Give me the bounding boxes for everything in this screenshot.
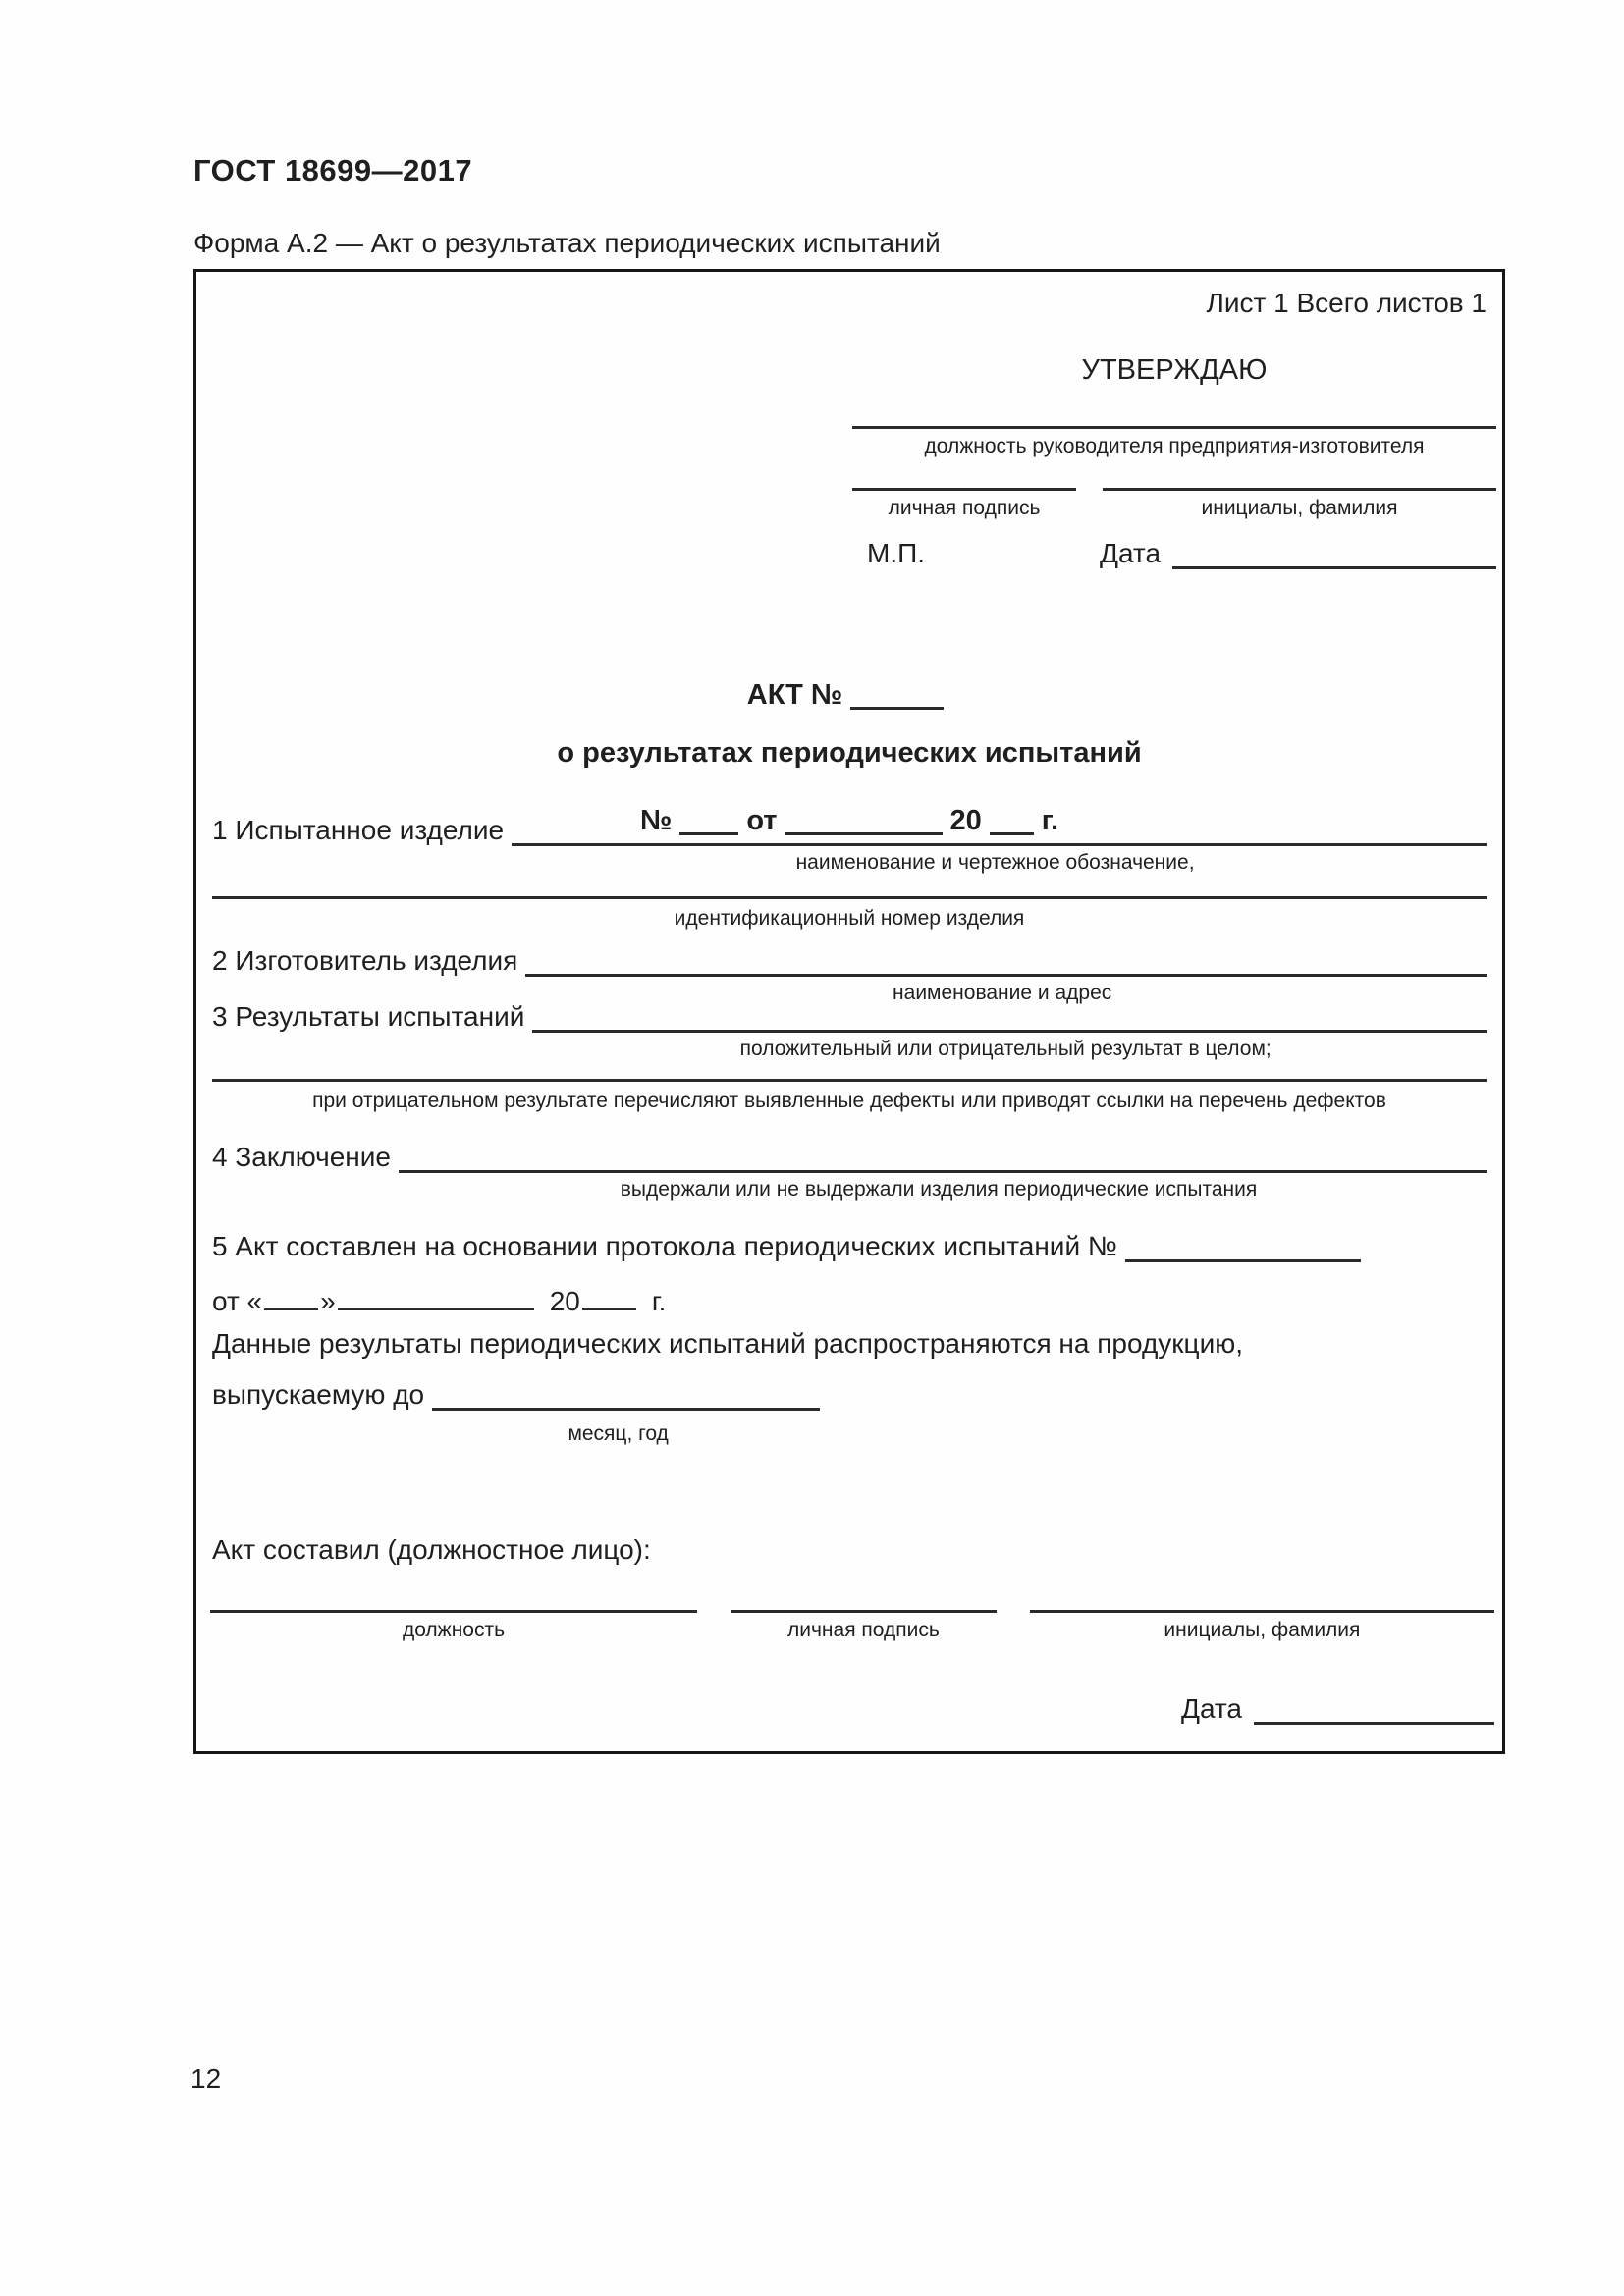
field-label: 3 Результаты испытаний (212, 1001, 525, 1032)
caption-product-id: идентификационный номер изделия (674, 907, 1025, 930)
blank-manufacturer (525, 943, 1487, 977)
field-label: 2 Изготовитель изделия (212, 945, 518, 976)
field-label: выпускаемую до (212, 1379, 425, 1410)
blank-conclusion (399, 1140, 1487, 1173)
stamp-date-row (852, 536, 1496, 569)
number-sign: № (639, 805, 673, 836)
blank-month (338, 1281, 534, 1310)
close-quote: » (320, 1286, 336, 1316)
blank-line-name (1030, 1583, 1494, 1613)
caption-tested-product: наименование и чертежное обозначение, (795, 851, 1195, 874)
field-label: 5 Акт составлен на основании протокола периодических испытаний № (212, 1231, 1117, 1261)
blank-line-approval-date (1172, 536, 1496, 569)
act-subtitle: о результатах периодических испытаний (557, 737, 1142, 769)
from-open-quote: от « (212, 1286, 263, 1316)
blank-test-results (532, 999, 1487, 1033)
signature-column-position (210, 1583, 697, 1642)
blank-produced-until (432, 1377, 820, 1411)
field-label: 1 Испытанное изделие (212, 815, 505, 845)
blank-act-number (850, 680, 944, 710)
field-conclusion (212, 1140, 1487, 1209)
date-label: Дата (1180, 1693, 1242, 1724)
blank-line-name (1103, 488, 1496, 491)
caption-position: должность (402, 1619, 506, 1641)
act-number-label: АКТ № (746, 679, 843, 711)
field-product-id (212, 896, 1487, 931)
page-number: 12 (190, 2063, 222, 2094)
from-label: от (746, 805, 778, 836)
approval-signature-column (852, 488, 1076, 520)
form-frame (193, 269, 1505, 1754)
caption-name: инициалы, фамилия (1201, 497, 1398, 519)
field-defects (212, 1079, 1487, 1113)
stamp-place-label: М.П. (867, 538, 926, 568)
field-tested-product (212, 813, 1487, 882)
caption-month-year: месяц, год (568, 1422, 669, 1445)
year-prefix: 20 (949, 805, 982, 836)
blank-protocol-number (1125, 1229, 1361, 1262)
blank-line-position (210, 1583, 697, 1613)
caption-name: инициалы, фамилия (1164, 1619, 1361, 1641)
caption-conclusion: выдержали или не выдержали изделия периодические испытания (620, 1178, 1258, 1201)
act-number-line (196, 679, 1502, 712)
year-suffix: г. (1041, 805, 1059, 836)
blank-line-signature (852, 488, 1076, 491)
caption-signature: личная подпись (888, 497, 1041, 519)
field-protocol-basis (212, 1229, 1487, 1262)
caption-defects: при отрицательном результате перечисляют выявленные дефекты или приводят ссылки на перечень дефектов (312, 1090, 1386, 1112)
blank-year (582, 1281, 636, 1310)
signature-column-name (1030, 1583, 1494, 1642)
blank-day (264, 1281, 318, 1310)
field-protocol-date (212, 1281, 1487, 1317)
approval-block (852, 354, 1496, 569)
signature-column-signature (731, 1583, 997, 1642)
approval-name-column (1103, 488, 1496, 520)
field-test-results (212, 999, 1487, 1069)
caption-test-results: положительный или отрицательный результат в целом; (739, 1038, 1272, 1060)
composer-date-row (1181, 1691, 1494, 1725)
caption-position: должность руководителя предприятия-изготовителя (924, 435, 1425, 457)
standard-designation: ГОСТ 18699—2017 (193, 153, 473, 187)
blank-line-position (852, 426, 1496, 429)
statement-results-apply: Данные результаты периодических испытаний распространяются на продукцию, (212, 1328, 1243, 1359)
caption-manufacturer: наименование и адрес (893, 982, 1112, 1004)
form-title: Форма А.2 — Акт о результатах периодических испытаний (193, 228, 941, 258)
field-label: 4 Заключение (212, 1142, 391, 1172)
approval-date-label: Дата (1100, 538, 1162, 568)
approval-title: УТВЕРЖДАЮ (1081, 354, 1268, 386)
composer-label: Акт составил (должностное лицо): (212, 1534, 651, 1565)
approval-signature-row (852, 488, 1496, 520)
sheet-info: Лист 1 Всего листов 1 (1206, 288, 1487, 318)
year-prefix: 20 (549, 1286, 580, 1316)
blank-line-date (1254, 1691, 1494, 1725)
blank-line-signature (731, 1583, 997, 1613)
year-suffix: г. (651, 1286, 667, 1316)
field-produced-until (212, 1377, 1487, 1454)
caption-signature: личная подпись (787, 1619, 940, 1641)
composer-signature-row (210, 1583, 1494, 1642)
blank-tested-product (512, 813, 1487, 846)
